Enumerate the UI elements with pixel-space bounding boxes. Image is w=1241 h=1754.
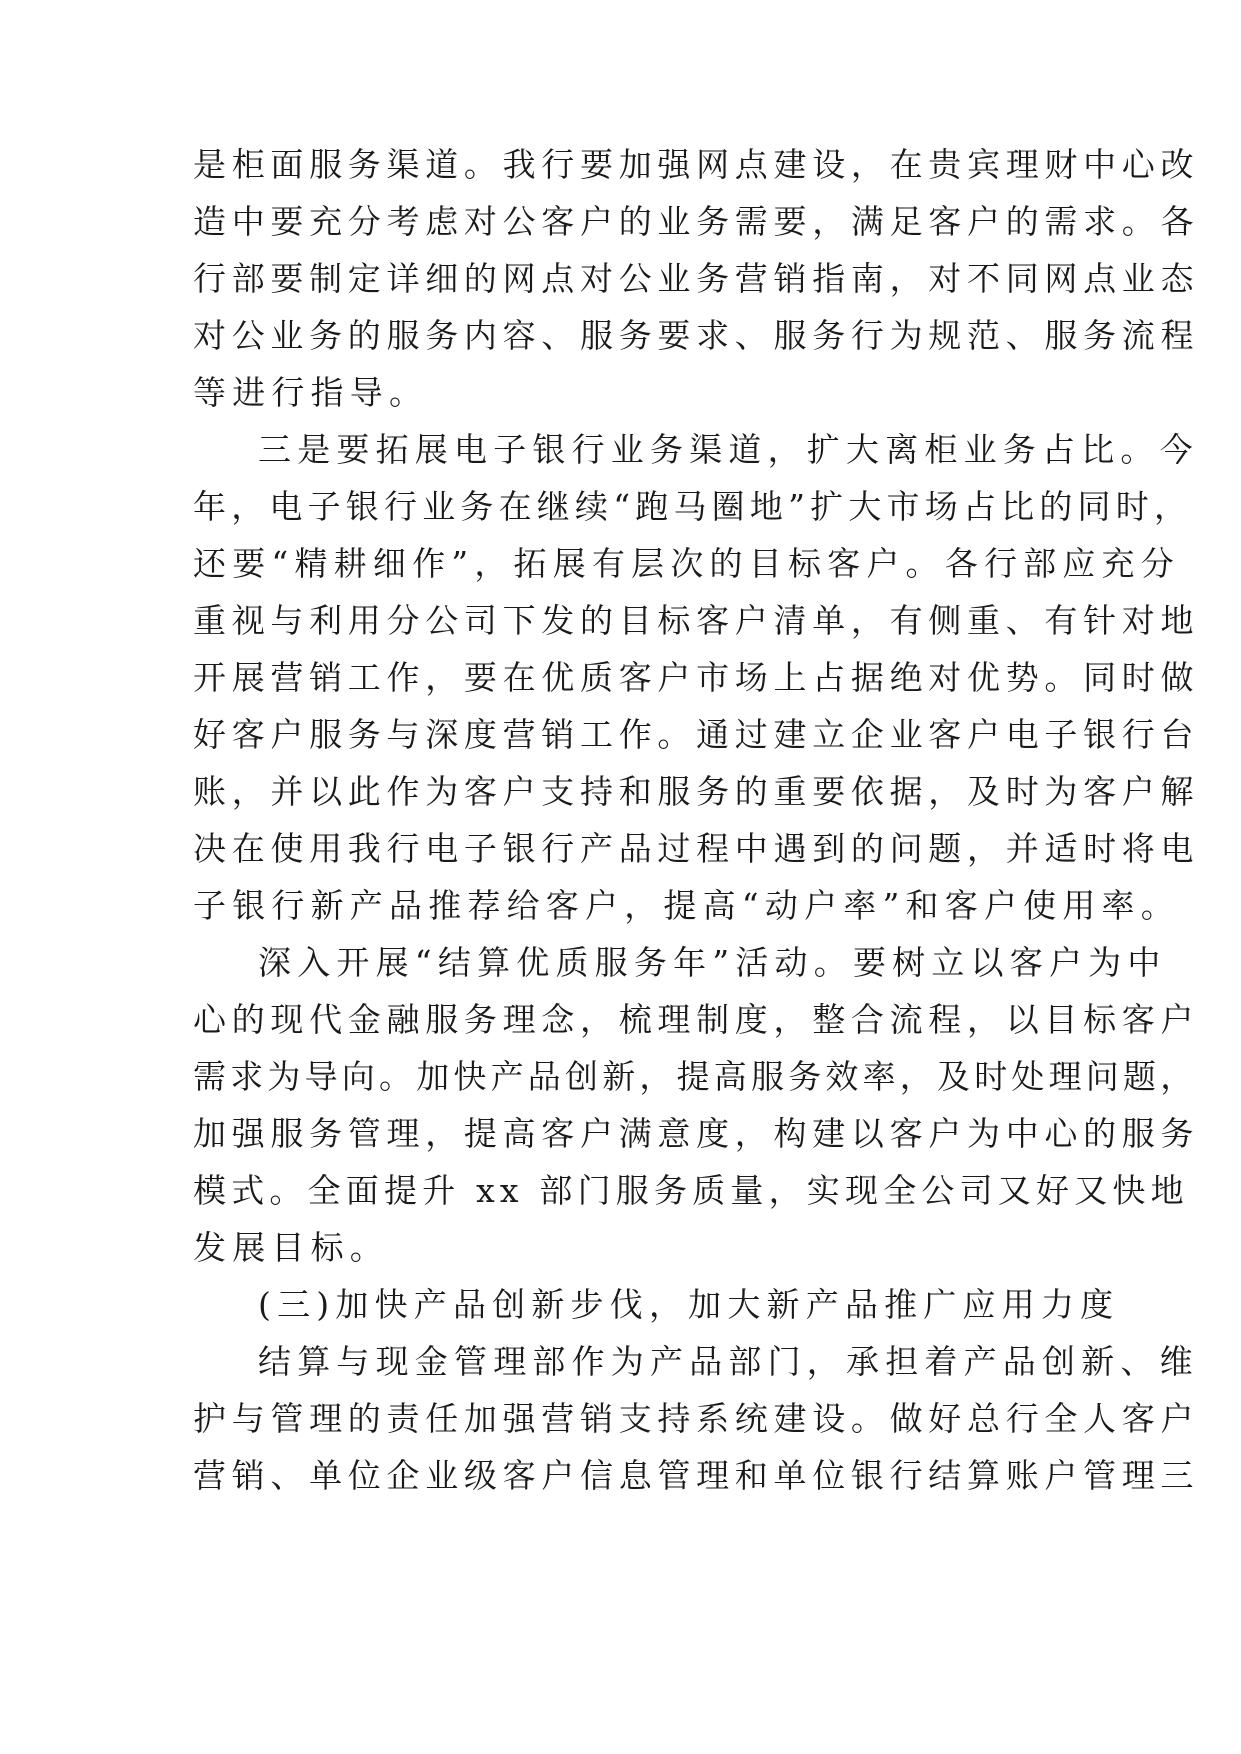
text-line: 子银行新产品推荐给客户，提高“动户率”和客户使用率。 <box>193 886 1180 925</box>
text-line: 行部要制定详细的网点对公业务营销指南，对不同网点业态 <box>193 259 1200 298</box>
text-line: 年，电子银行业务在继续“跑马圈地”扩大市场占比的同时， <box>193 487 1193 526</box>
text-line: 护与管理的责任加强营销支持系统建设。做好总行全人客户 <box>193 1399 1200 1438</box>
section-heading: (三)加快产品创新步伐，加大新产品推广应用力度 <box>258 1285 1120 1324</box>
text-line: 等进行指导。 <box>193 373 429 412</box>
text-line: 造中要充分考虑对公客户的业务需要，满足客户的需求。各 <box>193 202 1200 241</box>
text-line: 营销、单位企业级客户信息管理和单位银行结算账户管理三 <box>193 1456 1200 1495</box>
text-line: 好客户服务与深度营销工作。通过建立企业客户电子银行台 <box>193 715 1200 754</box>
text-line: 决在使用我行电子银行产品过程中遇到的问题，并适时将电 <box>193 829 1200 868</box>
text-line: 还要“精耕细作”，拓展有层次的目标客户。各行部应充分 <box>193 544 1180 583</box>
text-line: 账，并以此作为客户支持和服务的重要依据，及时为客户解 <box>193 772 1200 811</box>
text-line: 加强服务管理，提高客户满意度，构建以客户为中心的服务 <box>193 1114 1200 1153</box>
paragraph-start: 三是要拓展电子银行业务渠道，扩大离柜业务占比。今 <box>258 430 1199 469</box>
paragraph-start: 深入开展“结算优质服务年”活动。要树立以客户为中 <box>258 943 1167 982</box>
text-line: 重视与利用分公司下发的目标客户清单，有侧重、有针对地 <box>193 601 1200 640</box>
paragraph-start: 结算与现金管理部作为产品部门，承担着产品创新、维 <box>258 1342 1199 1381</box>
text-line: 开展营销工作，要在优质客户市场上占据绝对优势。同时做 <box>193 658 1200 697</box>
text-line: 发展目标。 <box>193 1228 389 1267</box>
text-line: 心的现代金融服务理念，梳理制度，整合流程，以目标客户 <box>193 1000 1200 1039</box>
text-line: 是柜面服务渠道。我行要加强网点建设，在贵宾理财中心改 <box>193 145 1200 184</box>
text-line: 需求为导向。加快产品创新，提高服务效率，及时处理问题， <box>193 1057 1198 1096</box>
text-line: 模式。全面提升 xx 部门服务质量，实现全公司又好又快地 <box>193 1171 1189 1210</box>
text-line: 对公业务的服务内容、服务要求、服务行为规范、服务流程 <box>193 316 1200 355</box>
